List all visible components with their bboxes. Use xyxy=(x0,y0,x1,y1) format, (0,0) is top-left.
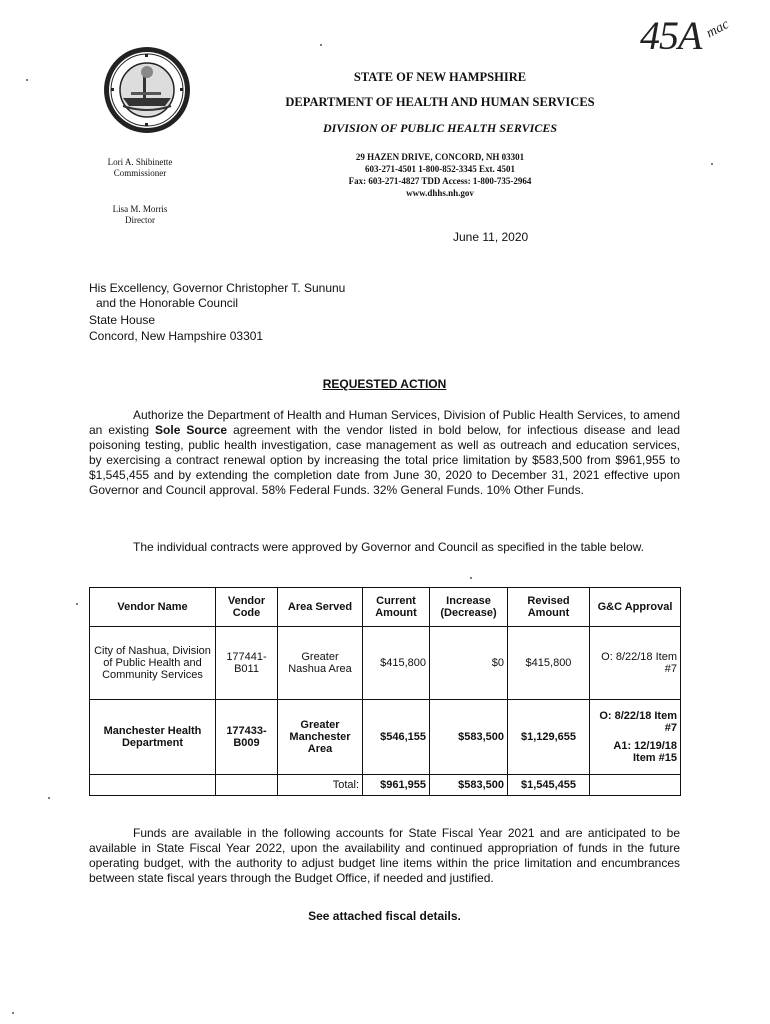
official-commissioner xyxy=(80,157,200,179)
header-department: DEPARTMENT OF HEALTH AND HUMAN SERVICES xyxy=(285,95,595,109)
col-increase: Increase (Decrease) xyxy=(430,588,508,627)
col-gc-approval: G&C Approval xyxy=(590,588,681,627)
scan-speck xyxy=(711,163,713,165)
letter-date: June 11, 2020 xyxy=(453,230,529,244)
cell-vendor-code: 177433-B009 xyxy=(216,700,278,775)
cell-vendor-code: 177441-B011 xyxy=(216,627,278,700)
cell-revised-amount: $415,800 xyxy=(508,627,590,700)
fax-line: Fax: 603-271-4827 TDD Access: 1-800-735-2964 xyxy=(348,176,532,186)
cell-empty xyxy=(590,775,681,796)
addressee-line: Concord, New Hampshire 03301 xyxy=(89,329,264,343)
official-title: Commissioner xyxy=(113,168,167,178)
paragraph-text: Authorize the Department of Health and Human Services, Division of Public Health Services, to amend an existing xyxy=(89,408,680,437)
gc-approval-line: A1: 12/19/18 Item #15 xyxy=(613,740,677,764)
paragraph-authorize xyxy=(89,408,680,498)
state-seal xyxy=(103,46,191,134)
cell-revised-amount: $1,129,655 xyxy=(508,700,590,775)
cell-gc-approval xyxy=(590,627,681,700)
cell-current-amount: $546,155 xyxy=(363,700,430,775)
scan-speck xyxy=(320,44,322,46)
gc-approval-line: O: 8/22/18 Item #7 xyxy=(599,710,677,734)
cell-vendor-name: Manchester Health Department xyxy=(90,700,216,775)
header-division: DIVISION OF PUBLIC HEALTH SERVICES xyxy=(322,121,558,135)
col-area-served: Area Served xyxy=(278,588,363,627)
contracts-table xyxy=(89,587,681,796)
scan-speck xyxy=(26,79,28,81)
scan-speck xyxy=(48,797,50,799)
scan-speck xyxy=(12,1012,14,1014)
scan-speck xyxy=(470,577,472,579)
cell-empty xyxy=(90,775,216,796)
website-line: www.dhhs.nh.gov xyxy=(406,188,474,198)
table-row xyxy=(90,627,681,700)
cell-total-increase: $583,500 xyxy=(430,775,508,796)
section-title: REQUESTED ACTION xyxy=(322,377,447,391)
sole-source-text: Sole Source xyxy=(155,423,228,437)
col-current-amount: Current Amount xyxy=(363,588,430,627)
official-name: Lisa M. Morris xyxy=(112,204,168,214)
paragraph-contracts xyxy=(89,540,680,555)
address-line: 29 HAZEN DRIVE, CONCORD, NH 03301 xyxy=(355,152,525,162)
paragraph-text: The individual contracts were approved by Governor and Council as specified in the table below. xyxy=(133,540,644,554)
fiscal-details-note: See attached fiscal details. xyxy=(308,909,461,923)
cell-increase: $583,500 xyxy=(430,700,508,775)
official-director xyxy=(80,204,200,226)
phone-line: 603-271-4501 1-800-852-3345 Ext. 4501 xyxy=(365,164,515,174)
cell-total-revised: $1,545,455 xyxy=(508,775,590,796)
header-address xyxy=(280,151,600,199)
handwritten-number: 45A xyxy=(640,13,702,58)
header-state: STATE OF NEW HAMPSHIRE xyxy=(353,70,527,84)
table-header-row xyxy=(90,588,681,627)
col-vendor-name: Vendor Name xyxy=(90,588,216,627)
cell-area-served: Greater Manchester Area xyxy=(278,700,363,775)
gc-approval-line: O: 8/22/18 Item #7 xyxy=(601,651,677,675)
cell-current-amount: $415,800 xyxy=(363,627,430,700)
cell-empty xyxy=(216,775,278,796)
scan-speck xyxy=(76,603,78,605)
official-title: Director xyxy=(125,215,155,225)
paragraph-text: Funds are available in the following accounts for State Fiscal Year 2021 and are anticipated to be available in State Fiscal Year 2022, upon the availability and continued appropriation of funds in the future operating budget, with the authority to adjust budget line items within the price limitation and encumbrances between state fiscal years through the Budget Office, if needed and justified. xyxy=(89,826,680,885)
cell-area-served: Greater Nashua Area xyxy=(278,627,363,700)
col-vendor-code: Vendor Code xyxy=(216,588,278,627)
paragraph-funds xyxy=(89,826,680,886)
paragraph-text: agreement with the vendor listed in bold below, for infectious disease and lead poisoning testing, public health investigation, case management as well as outreach and education services, by exercising a contract renewal option by increasing the total price limitation by $583,500 from $961,955 to $1,545,455 and by extending the completion date from June 30, 2020 to December 31, 2021 effective upon Governor and Council approval. 58% Federal Funds. 32% General Funds. 10% Other Funds. xyxy=(89,423,681,497)
addressee-line: and the Honorable Council xyxy=(96,296,239,310)
cell-gc-approval xyxy=(590,700,681,775)
col-revised-amount: Revised Amount xyxy=(508,588,590,627)
addressee-line: His Excellency, Governor Christopher T. Sununu xyxy=(89,281,346,295)
table-row xyxy=(90,700,681,775)
table-total-row xyxy=(90,775,681,796)
official-name: Lori A. Shibinette xyxy=(107,157,173,167)
cell-increase: $0 xyxy=(430,627,508,700)
cell-vendor-name: City of Nashua, Division of Public Health and Community Services xyxy=(90,627,216,700)
handwritten-initials: mac xyxy=(704,17,732,42)
addressee-line: State House xyxy=(89,313,156,327)
cell-total-current: $961,955 xyxy=(363,775,430,796)
cell-total-label: Total: xyxy=(278,775,363,796)
